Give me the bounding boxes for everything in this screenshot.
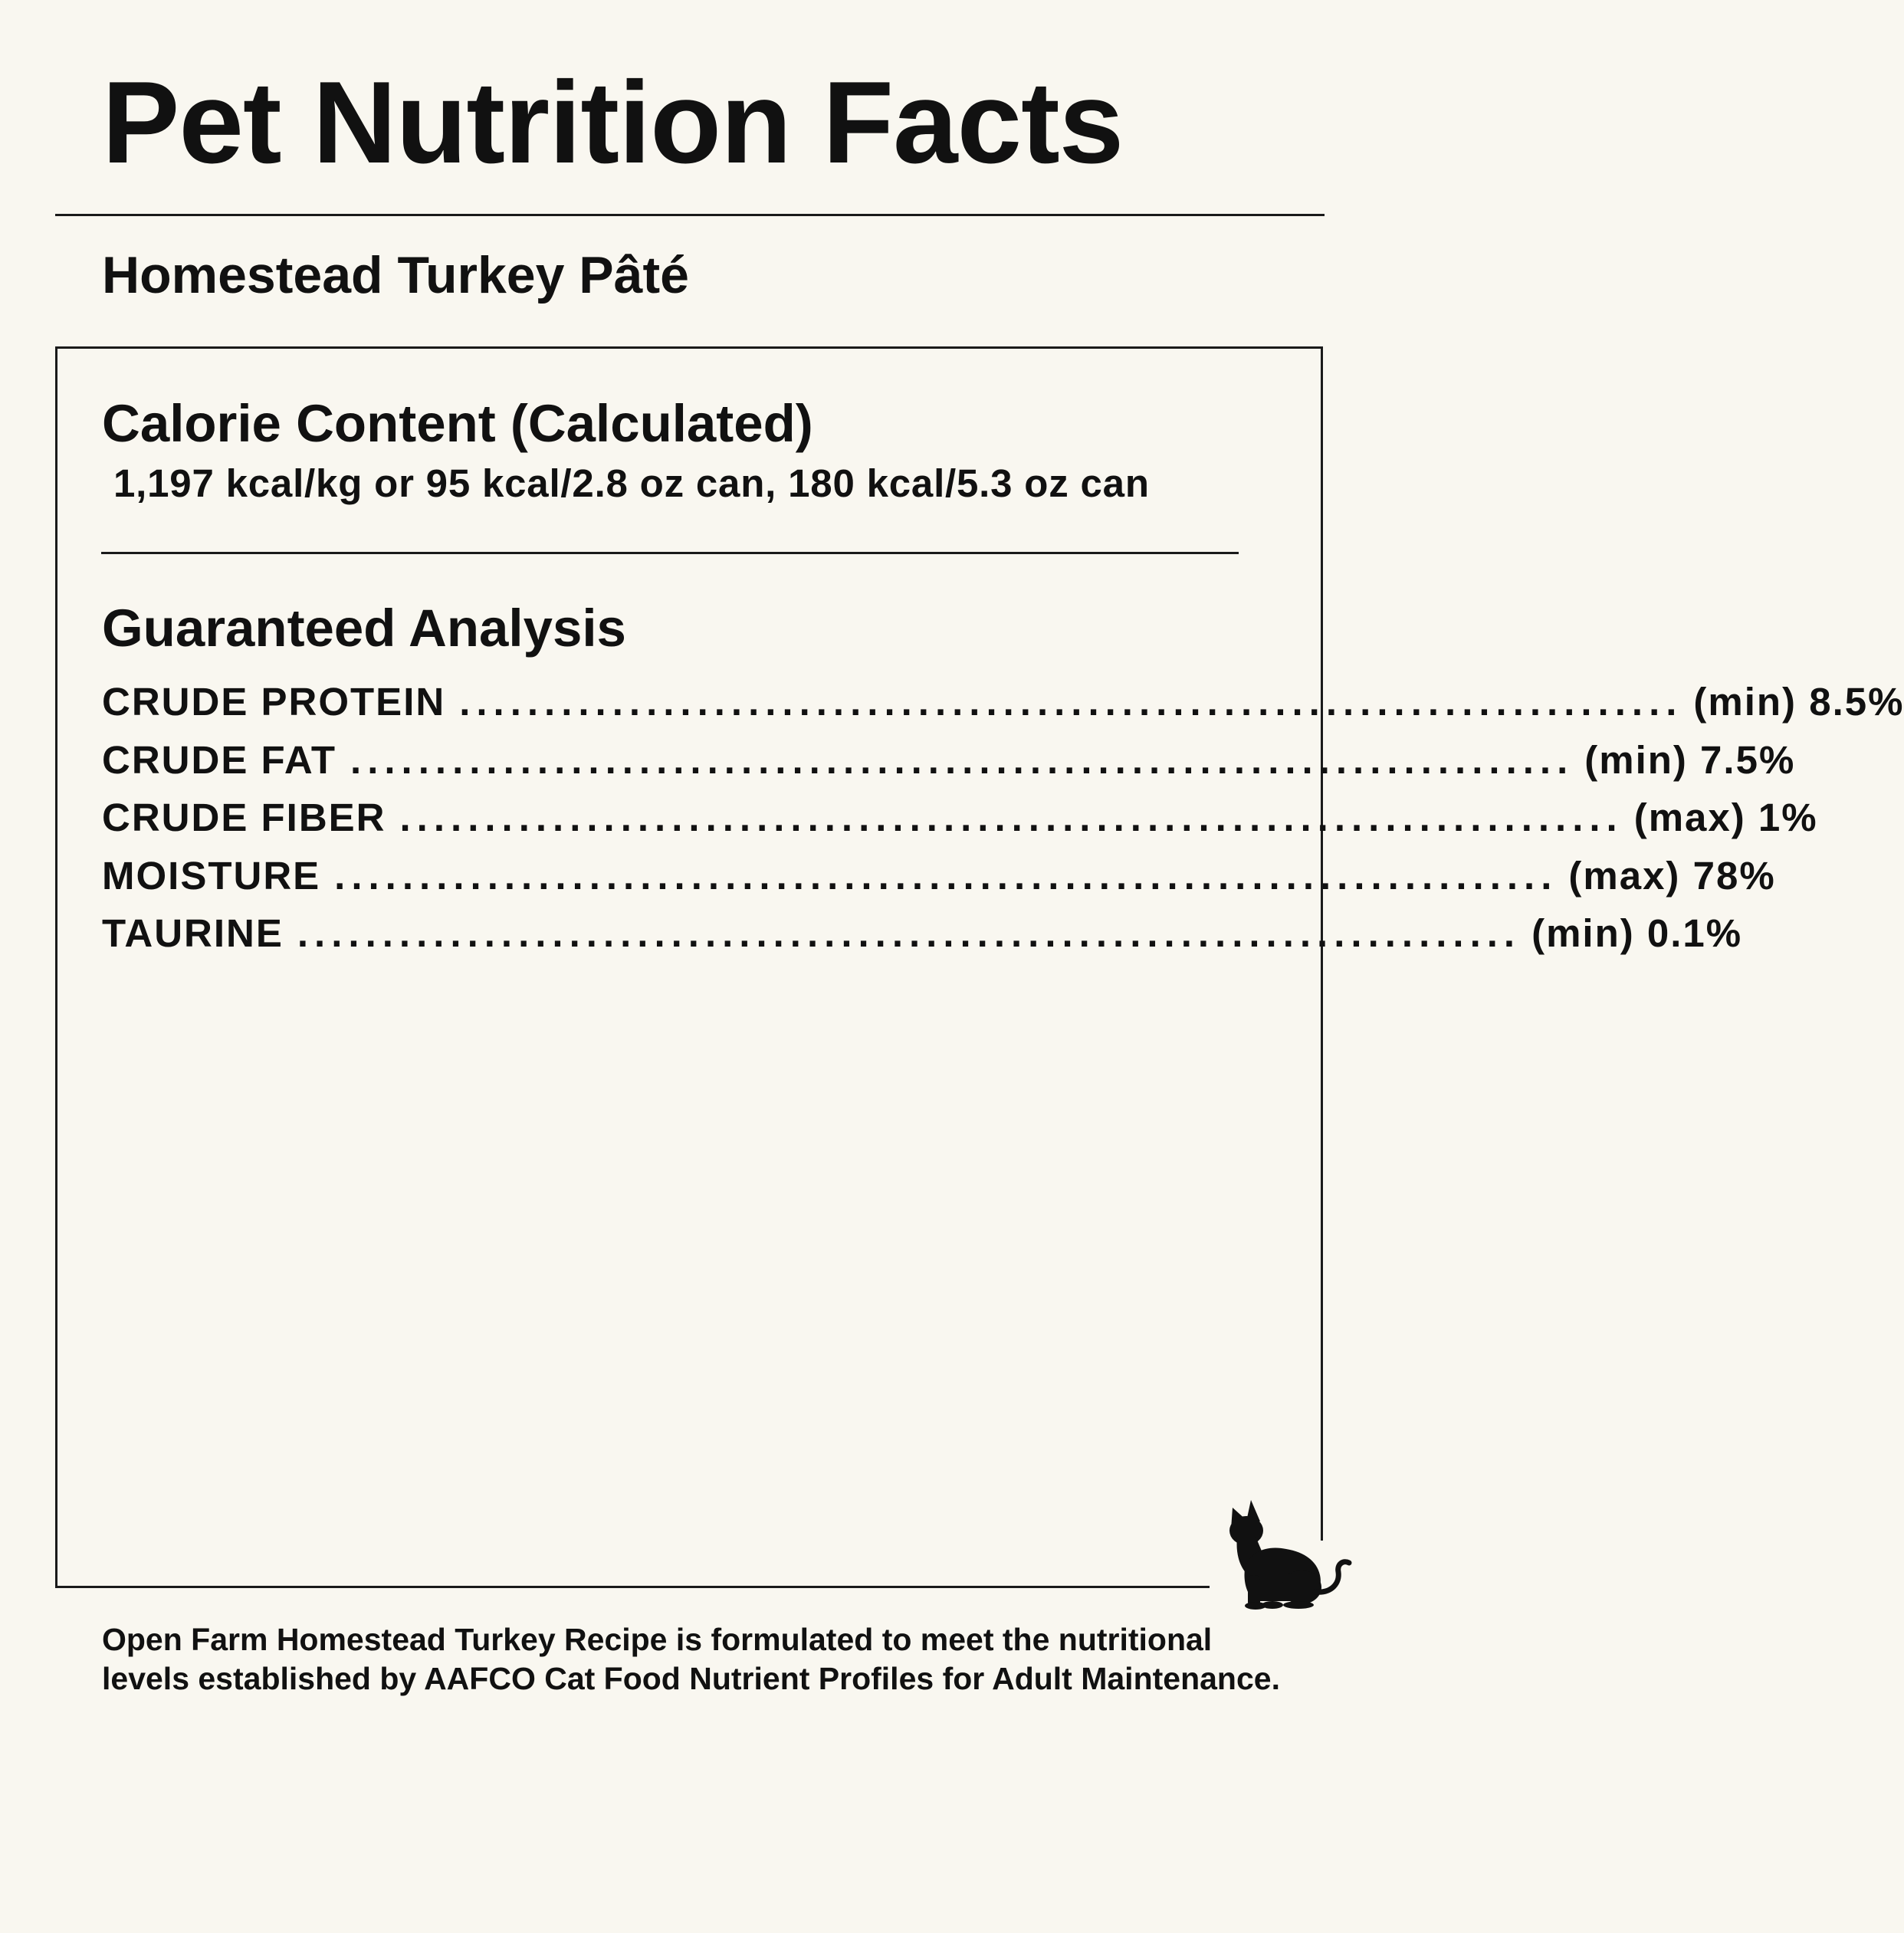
dot-leader: ........................................................................ <box>297 911 1522 955</box>
dot-leader: ........................................................................ <box>399 796 1623 839</box>
calorie-content-value: 1,197 kcal/kg or 95 kcal/2.8 oz can, 180 kcal/5.3 oz can <box>113 461 1150 505</box>
guaranteed-analysis-list <box>102 679 1904 969</box>
analysis-row-name: CRUDE FAT <box>102 737 337 782</box>
analysis-row-name: CRUDE PROTEIN <box>102 680 446 724</box>
dot-leader: ........................................................................ <box>459 680 1683 724</box>
analysis-row-value: (max) 1% <box>1633 796 1818 839</box>
analysis-row-value: (min) 0.1% <box>1531 911 1743 955</box>
dot-leader: ........................................................................ <box>350 737 1574 782</box>
title-divider <box>55 214 1325 216</box>
analysis-row-name: CRUDE FIBER <box>102 796 386 839</box>
section-divider <box>101 552 1239 554</box>
dot-leader: ........................................................................ <box>334 853 1558 898</box>
analysis-row <box>102 679 1904 737</box>
footer-note: Open Farm Homestead Turkey Recipe is formulated to meet the nutritional levels established by AAFCO Cat Food Nutrient Profiles for Adult Maintenance. <box>102 1622 1280 1696</box>
analysis-row <box>102 911 1743 969</box>
guaranteed-analysis-heading: Guaranteed Analysis <box>102 599 626 658</box>
analysis-row-value: (min) 8.5% <box>1693 680 1904 724</box>
analysis-row <box>102 737 1796 796</box>
analysis-row-value: (max) 78% <box>1568 853 1776 898</box>
nutrition-panel-bottom-border <box>55 1586 1210 1588</box>
analysis-row <box>102 853 1776 911</box>
analysis-row <box>102 795 1818 853</box>
product-name: Homestead Turkey Pâté <box>102 246 689 304</box>
analysis-row-name: MOISTURE <box>102 853 321 898</box>
analysis-row-name: TAURINE <box>102 911 284 955</box>
cat-silhouette-icon <box>1225 1498 1355 1610</box>
page-title: Pet Nutrition Facts <box>102 57 1124 188</box>
calorie-content-heading: Calorie Content (Calculated) <box>102 394 813 453</box>
analysis-row-value: (min) 7.5% <box>1584 737 1796 782</box>
